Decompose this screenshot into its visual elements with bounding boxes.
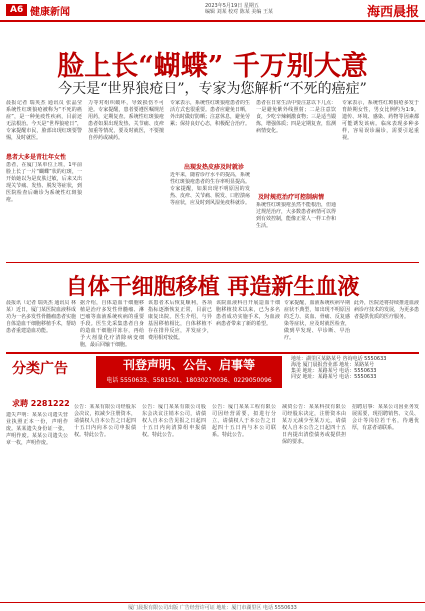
article2-col6: 此外，医院还将持续推进血液病诊疗技术的发展，为更多患者提供优质的医疗服务。 <box>354 300 419 320</box>
article1-subtitle3: 及时规范治疗可控制病情 <box>258 194 325 201</box>
ads-banner-phone: 电话 5550633、5581501、18030270036、0229050096 <box>106 377 272 384</box>
article2-col4: 该院血液科自开展造血干细胞移植技术以来，已为多名患者成功实施手术，为血液病患者带来了新的希望。 <box>216 300 280 327</box>
page-header <box>0 0 425 22</box>
ads-tag: 分类广告 <box>12 361 68 377</box>
ad-col1: 遗失声明：某某公司遗失营业执照正本一份，声明作废。某某遗失身份证一张，声明作废。某某公司遗失公章一枚，声明作废。 <box>6 412 68 446</box>
article1-subtitle2: 出现发热皮疹及时就诊 <box>184 164 245 171</box>
ad-col2: 公告：某某有限公司经股东会决议，拟减少注册资本，请债权人自本公告之日起四十五日内向本公司申报债权。特此公告。 <box>74 404 136 438</box>
ads-banner-title: 刊登声明、公告、启事等 <box>122 358 255 372</box>
article1-col2: 力等对组织破坏，导致损伤不可逆。专家提醒，患者要遵医嘱规范用药，定期复查。系统性红斑狼疮患者如果出现发热、关节痛、皮疹加重等情况，要及时就医，不要擅自停药或减药。 <box>88 100 164 141</box>
article2-col3: 该患者术后恢复顺利，各项指标逐渐恢复正常，目前已康复出院。医生介绍，与异基因移植相比，自体移植不存在排异反应，并发症少，费用相对较低。 <box>148 300 212 341</box>
issue-meta: 2023年5月19日 星期五 编辑 刘某 校对 陈某 美编 王某 <box>205 3 273 15</box>
ad-col5: 减资公告：某某科技有限公司经股东决定，注册资本由某万元减少至某万元，请债权人自本公告之日起四十五日内提出清偿债务或提供担保的要求。 <box>282 404 346 445</box>
article2-col5: 专家提醒，血液系统疾病早期症状不典型，如出现不明原因的乏力、贫血、骨痛、反复感染等症状，应及时就医检查，做到早发现、早诊断、早治疗。 <box>284 300 350 341</box>
newspaper-logo: 海西晨报 <box>366 5 419 20</box>
article2-col2: 据介绍，自体造血干细胞移植是治疗多发性骨髓瘤、淋巴瘤等血液系统疾病的重要手段。医生先采集患者自身的造血干细胞并冻存，再给予大剂量化疗清除病变细胞，最后回输干细胞。 <box>80 300 144 348</box>
article1-col3b: 近年来，随着诊疗水平的提高，系统性红斑狼疮患者的生存率明显提高。专家提醒，如果出现不明原因的发热、皮疹、关节痛、脱发、口腔溃疡等症状，应及时到风湿免疫科就诊。 <box>170 172 250 206</box>
article-divider <box>6 262 419 263</box>
article1-col5: 专家表示，系统性红斑狼疮多发于育龄期女性，男女比例约为1:9。遗传、环境、感染、药物等因素都可能诱发该病。临床表现多种多样，容易误诊漏诊，需要引起重视。 <box>342 100 419 141</box>
article1-col4: 患者在日常生活中要注意以下几点：一是避免紫外线照射；二是注意饮食，少吃辛辣刺激食物；三是适当锻炼，增强体质；四是定期复查，监测病情变化。 <box>256 100 336 134</box>
article1-subhead: 今天是“世界狼疮日”，专家为您解析“不死的癌症” <box>58 81 367 97</box>
article2-headline: 自体干细胞移植 再造新生血液 <box>65 274 360 300</box>
article1-col4b: 系统性红斑狼疮虽然不能根治，但通过规范治疗，大多数患者病情可以得到有效控制，能像正常人一样工作和生活。 <box>256 202 336 229</box>
ad-col4: 公告：厦门某某工程有限公司因经营需要，拟进行分立，请债权人于本公告之日起四十五日内与本公司联系。特此公告。 <box>212 404 276 438</box>
ad-col6: 招聘启事：某某公司因业务发展需要，现招聘销售、文员、会计等岗位若干名，待遇优厚，有意者请联系。 <box>352 404 419 431</box>
article1-col1b: 患者，在厦门某单位上班，1年前脸上长了一片“蝴蝶”状的红斑，一开始她以为是皮肤过敏，后来又出现关节痛、发热、脱发等症状，到医院检查后确诊为系统性红斑狼疮。 <box>6 162 82 203</box>
section-title: 健康新闻 <box>30 7 70 18</box>
article1-headline: 脸上长“蝴蝶” 千万别大意 <box>57 51 368 82</box>
classified-ads <box>6 352 419 602</box>
article1-col1: 晨报记者 瑞英杰 通讯员 张晶莹 系统性红斑狼疮被称为“不死的癌症”，是一种免疫性疾病，目前还无法根治。今天是“世界狼疮日”，专家提醒市民，脸部出现红斑要警惕，及时就医。 <box>6 100 82 141</box>
page-footer: 厦门晨报有限公司出版 广告经营许可证 地址：厦门市湖里区 电话 5550633 <box>0 602 425 611</box>
article2-col1: 晨报讯（记者 瑞英杰 通讯员 林某）近日，厦门某医院血液科成功为一名多发性骨髓瘤患者实施自体造血干细胞移植手术，帮助患者重建造血功能。 <box>6 300 76 334</box>
ad-col3: 公告：厦门某某有限公司股东会决议注销本公司，请债权人自本公告见报之日起四十五日内向清算组申报债权。特此公告。 <box>142 404 206 438</box>
ads-phone: 求聘 2281222 <box>12 399 70 408</box>
article1-subtitle1: 患者大多是青壮年女性 <box>6 154 67 161</box>
article1-col3: 专家表示，系统性红斑狼疮患者的生活方式也很重要。患者应避免日晒，外出时做好防晒；注意休息，避免劳累；保持良好心态，积极配合治疗。 <box>170 100 250 127</box>
page-number: A6 <box>6 4 27 16</box>
ads-contact-info: 地址：湖里区某路某号 咨询电话 5550633 海沧 厦门晨报营业部 地址：某路某号 集美 地址：某路某号 电话：5550633 同安 地址：某路某号 电话：5550633 <box>291 356 387 380</box>
ads-banner <box>96 356 282 388</box>
